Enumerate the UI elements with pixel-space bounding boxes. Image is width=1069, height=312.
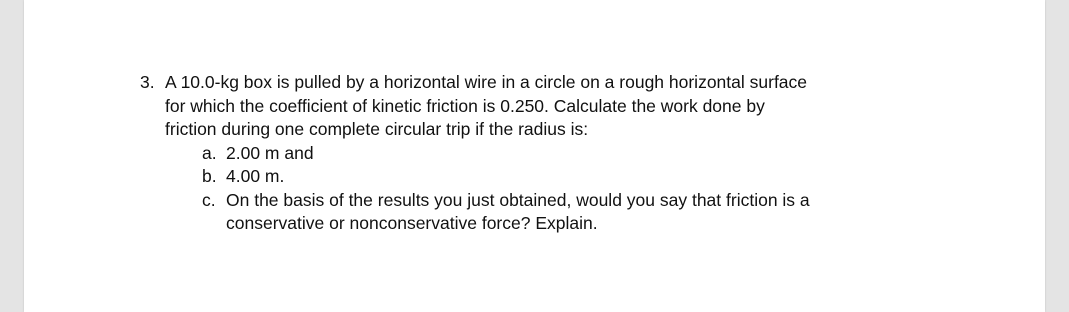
problem-3 (140, 71, 1000, 236)
part-c (140, 189, 1000, 213)
problem-stem-line-2: for which the coefficient of kinetic friction is 0.250. Calculate the work done by (165, 95, 765, 116)
problem-stem-text-1: A 10.0-kg box is pulled by a horizontal wire in a circle on a rough horizontal surface (165, 72, 808, 92)
part-c-text-2: conservative or nonconservative force? Explain. (226, 213, 598, 233)
part-c-label: c. (202, 189, 216, 210)
part-a-text: 2.00 m and (226, 142, 314, 163)
part-b-label: b. (202, 166, 217, 186)
part-b (140, 165, 1000, 189)
part-c-text-1: On the basis of the results you just obtained, would you say that friction is a (226, 189, 810, 210)
problem-number: 3. (140, 72, 155, 92)
part-a-label: a. (202, 142, 217, 163)
document-page (24, 0, 1045, 312)
problem-stem-line-1 (140, 71, 1000, 95)
problem-stem-line-3: friction during one complete circular trip if the radius is: (165, 119, 589, 139)
part-b-text: 4.00 m. (226, 166, 285, 186)
part-a (140, 142, 1000, 166)
